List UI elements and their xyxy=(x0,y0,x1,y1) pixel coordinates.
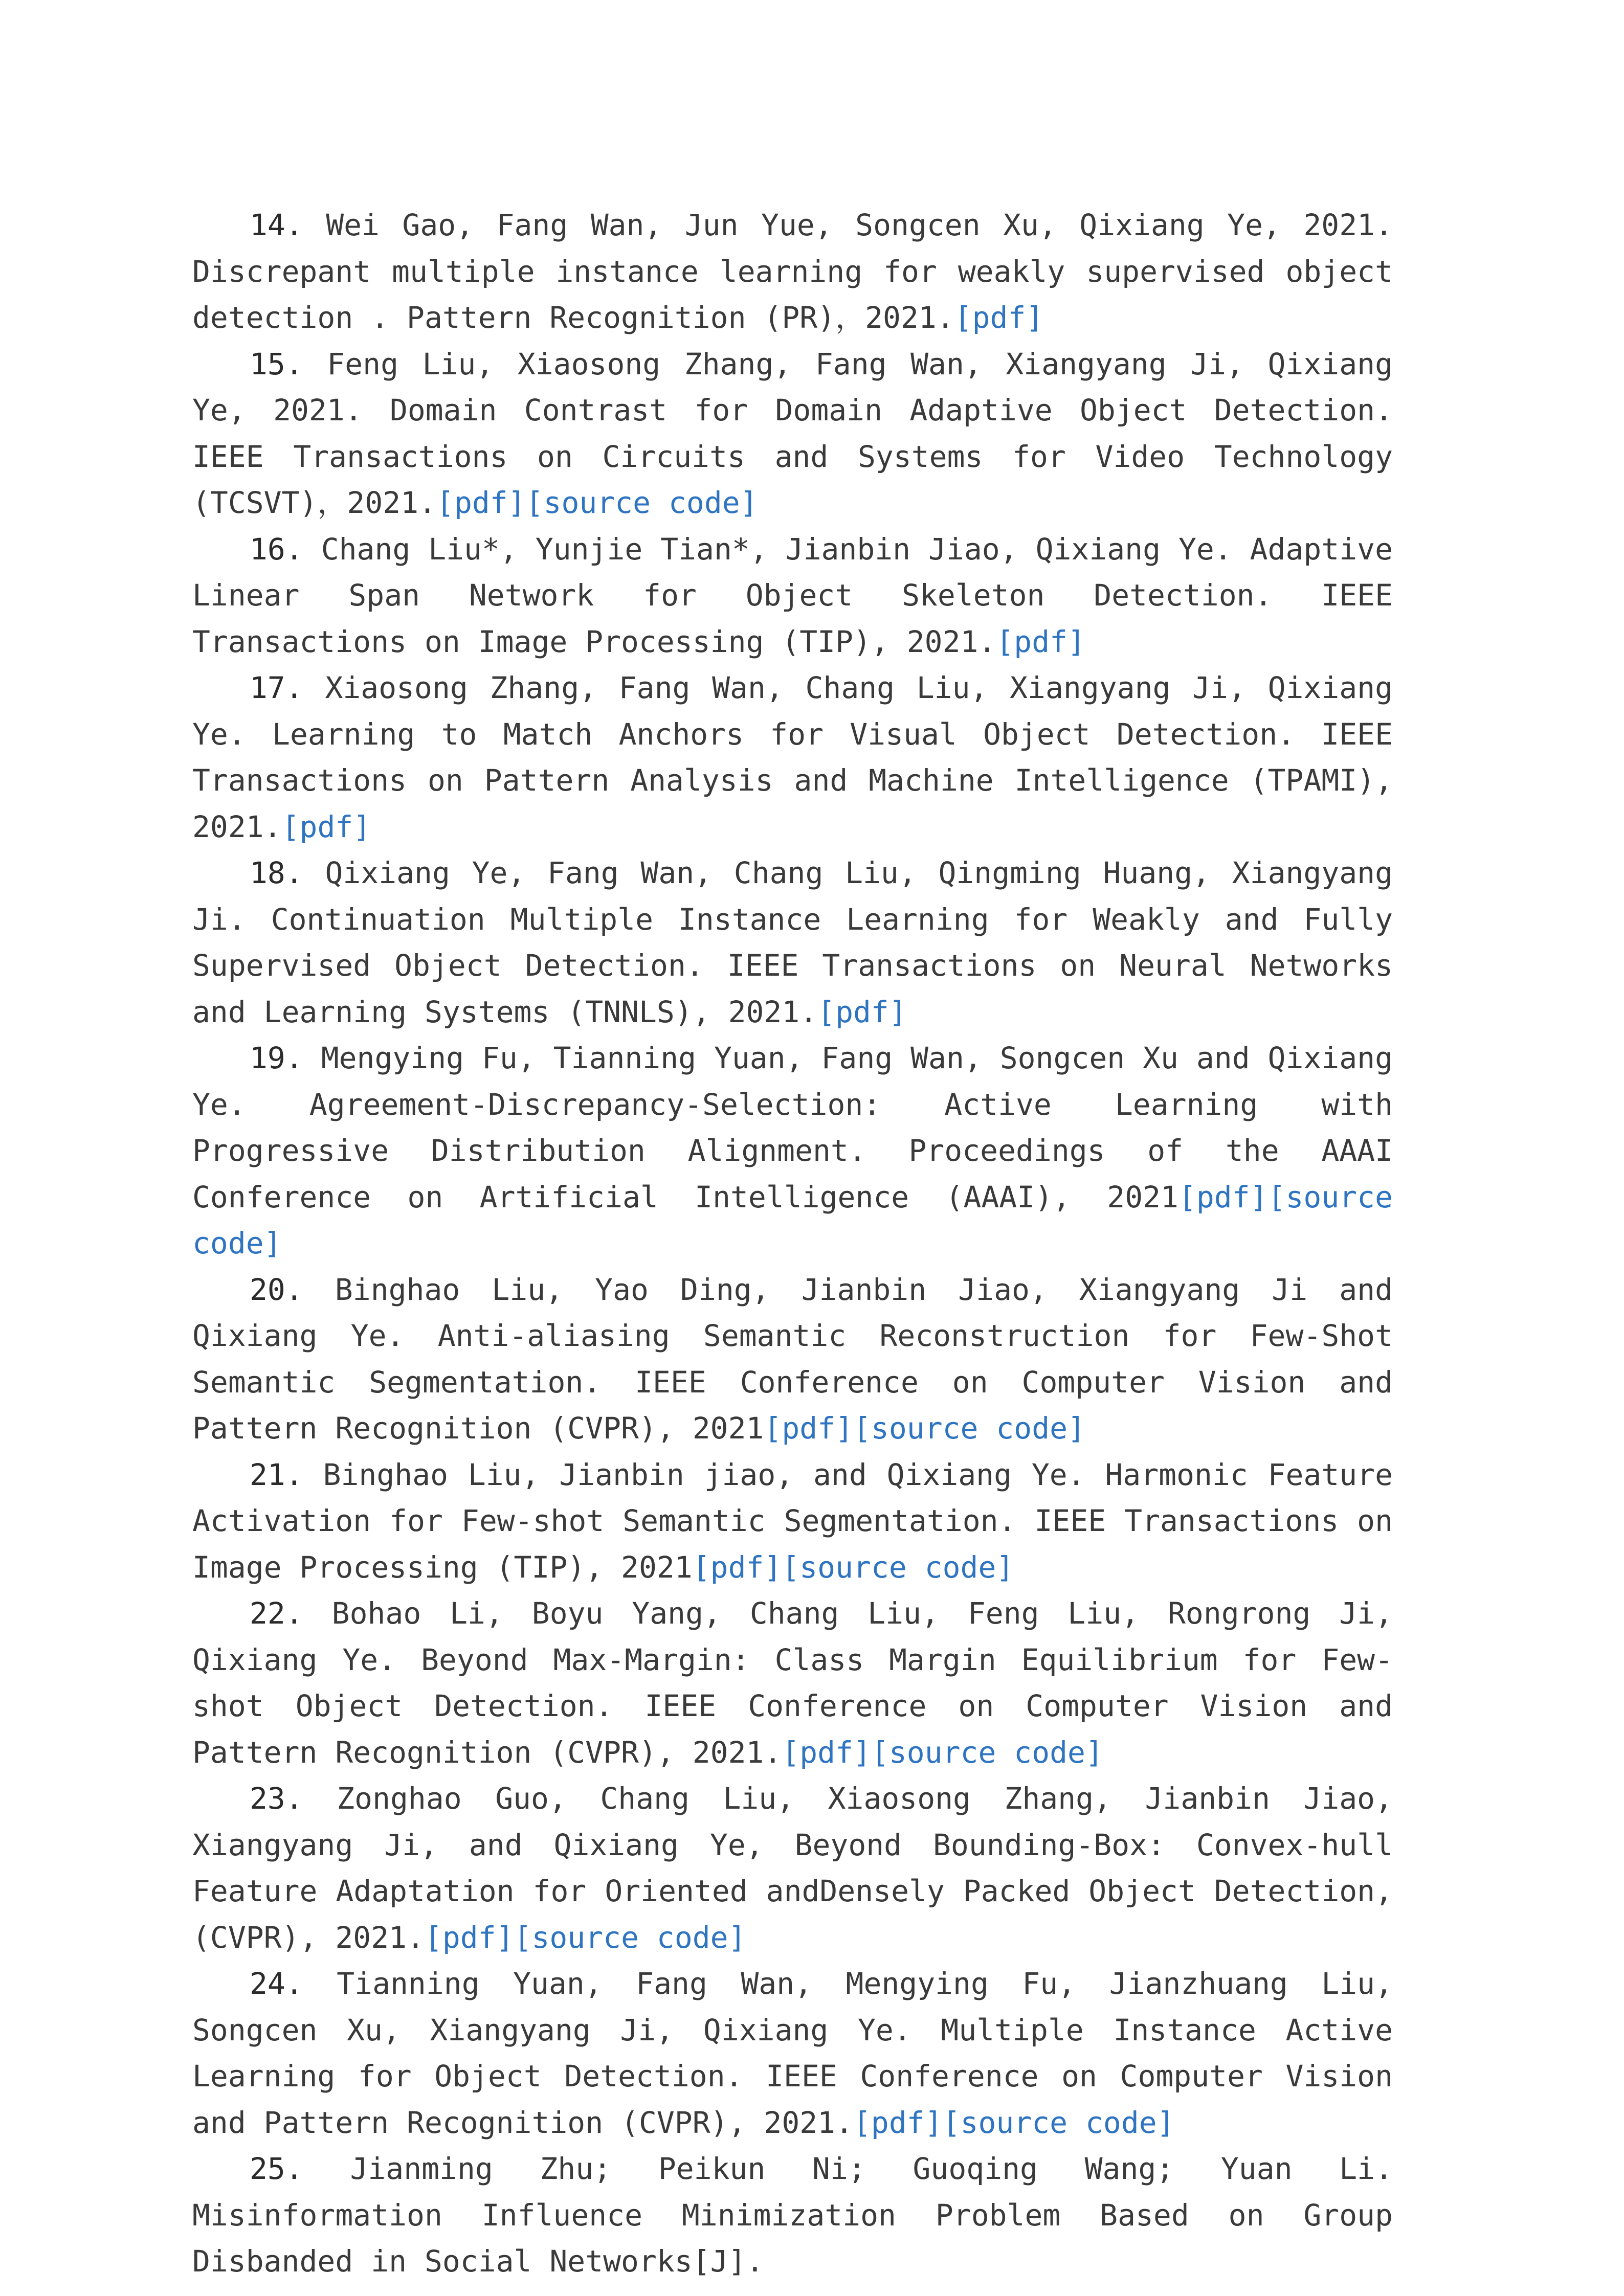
source-code-link[interactable]: [source code] xyxy=(782,1549,1014,1585)
pdf-link[interactable]: [pdf] xyxy=(817,994,907,1029)
reference-number: 16. xyxy=(250,531,303,567)
pdf-link[interactable]: [pdf] xyxy=(782,1735,871,1770)
reference-text: Tianning Yuan, Fang Wan, Mengying Fu, Jianzhuang Liu, Songcen Xu, Xiangyang Ji, Qixiang Ye. Multiple Instance Active Learning for Object Detection. IEEE Conference on Computer Vision and Pattern Recognition (CVPR), 2021. xyxy=(192,1966,1393,2140)
reference-item xyxy=(192,665,1393,850)
reference-item xyxy=(192,1775,1393,1961)
reference-text: Qixiang Ye, Fang Wan, Chang Liu, Qingming Huang, Xiangyang Ji. Continuation Multiple Instance Learning for Weakly and Fully Supervised Object Detection. IEEE Transactions on Neural Networks and Learning Systems (TNNLS), 2021. xyxy=(192,856,1393,1029)
reference-item xyxy=(192,1452,1393,1591)
reference-list xyxy=(192,202,1393,2285)
pdf-link[interactable]: [pdf] xyxy=(436,485,526,520)
pdf-link[interactable]: [pdf] xyxy=(764,1411,854,1446)
reference-number: 18. xyxy=(250,856,303,890)
pdf-link[interactable]: [pdf] xyxy=(424,1920,514,1955)
reference-number: 25. xyxy=(250,2151,303,2186)
source-code-link[interactable]: [source code] xyxy=(525,485,758,520)
reference-item xyxy=(192,526,1393,665)
reference-item xyxy=(192,1590,1393,1775)
reference-text: Feng Liu, Xiaosong Zhang, Fang Wan, Xiangyang Ji, Qixiang Ye, 2021. Domain Contrast for Domain Adaptive Object Detection. IEEE Transactions on Circuits and Systems for Video Technology (TCSVT)，2021. xyxy=(192,346,1393,520)
source-code-link[interactable]: [source code] xyxy=(942,2105,1175,2140)
reference-number: 14. xyxy=(250,208,303,242)
pdf-link[interactable]: [pdf] xyxy=(996,624,1085,659)
reference-text: Wei Gao, Fang Wan, Jun Yue, Songcen Xu, Qixiang Ye, 2021. Discrepant multiple instance learning for weakly supervised object detection . Pattern Recognition (PR)，2021. xyxy=(192,208,1393,335)
pdf-link[interactable]: [pdf] xyxy=(853,2105,943,2140)
reference-number: 15. xyxy=(250,346,303,381)
reference-number: 20. xyxy=(250,1272,303,1307)
reference-item xyxy=(192,1035,1393,1267)
reference-number: 24. xyxy=(250,1966,303,2001)
reference-number: 22. xyxy=(250,1596,303,1631)
source-code-link[interactable]: [source code] xyxy=(871,1735,1103,1770)
source-code-link[interactable]: [source code] xyxy=(514,1920,746,1955)
source-code-link[interactable]: [source code] xyxy=(853,1411,1085,1446)
reference-text: Jianming Zhu; Peikun Ni; Guoqing Wang; Yuan Li. Misinformation Influence Minimization Problem Based on Group Disbanded in Social Networks[J]. xyxy=(192,2151,1393,2279)
pdf-link[interactable]: [pdf] xyxy=(954,300,1044,335)
reference-item xyxy=(192,1267,1393,1452)
reference-text: Binghao Liu, Yao Ding, Jianbin Jiao, Xiangyang Ji and Qixiang Ye. Anti-aliasing Semantic Reconstruction for Few-Shot Semantic Segmentation. IEEE Conference on Computer Vision and Pattern Recognition (CVPR), 2021 xyxy=(192,1272,1393,1446)
pdf-link[interactable]: [pdf] xyxy=(281,809,371,844)
reference-item xyxy=(192,341,1393,526)
reference-number: 23. xyxy=(250,1781,303,1816)
reference-number: 21. xyxy=(250,1457,303,1492)
reference-item xyxy=(192,2146,1393,2285)
reference-text: Bohao Li, Boyu Yang, Chang Liu, Feng Liu, Rongrong Ji, Qixiang Ye. Beyond Max-Margin: Class Margin Equilibrium for Few-shot Object Detection. IEEE Conference on Computer Vision and Pattern Recognition (CVPR), 2021. xyxy=(192,1596,1393,1770)
source-code-link[interactable]: [source code] xyxy=(192,1179,1393,1260)
reference-item xyxy=(192,1961,1393,2146)
reference-number: 19. xyxy=(250,1041,303,1075)
pdf-link[interactable]: [pdf] xyxy=(692,1549,782,1585)
reference-text: Binghao Liu, Jianbin jiao, and Qixiang Ye. Harmonic Feature Activation for Few-shot Semantic Segmentation. IEEE Transactions on Image Processing (TIP), 2021 xyxy=(192,1457,1393,1585)
reference-number: 17. xyxy=(250,670,303,705)
reference-text: Xiaosong Zhang, Fang Wan, Chang Liu, Xiangyang Ji, Qixiang Ye. Learning to Match Anchors for Visual Object Detection. IEEE Transactions on Pattern Analysis and Machine Intelligence (TPAMI), 2021. xyxy=(192,670,1393,844)
pdf-link[interactable]: [pdf] xyxy=(1178,1179,1268,1214)
reference-text: Zonghao Guo, Chang Liu, Xiaosong Zhang, Jianbin Jiao, Xiangyang Ji, and Qixiang Ye, Beyond Bounding-Box: Convex-hull Feature Adaptation for Oriented andDensely Packed Object Detection, (CVPR), 2021. xyxy=(192,1781,1393,1955)
reference-item xyxy=(192,850,1393,1035)
reference-text: Mengying Fu, Tianning Yuan, Fang Wan, Songcen Xu and Qixiang Ye. Agreement-Discrepancy-Selection: Active Learning with Progressive Distribution Alignment. Proceedings of the AAAI Conference on Artificial Intelligence (AAAI), 2021 xyxy=(192,1041,1393,1214)
reference-text: Chang Liu*, Yunjie Tian*, Jianbin Jiao, Qixiang Ye. Adaptive Linear Span Network for Object Skeleton Detection. IEEE Transactions on Image Processing (TIP), 2021. xyxy=(192,531,1393,659)
reference-item xyxy=(192,202,1393,341)
